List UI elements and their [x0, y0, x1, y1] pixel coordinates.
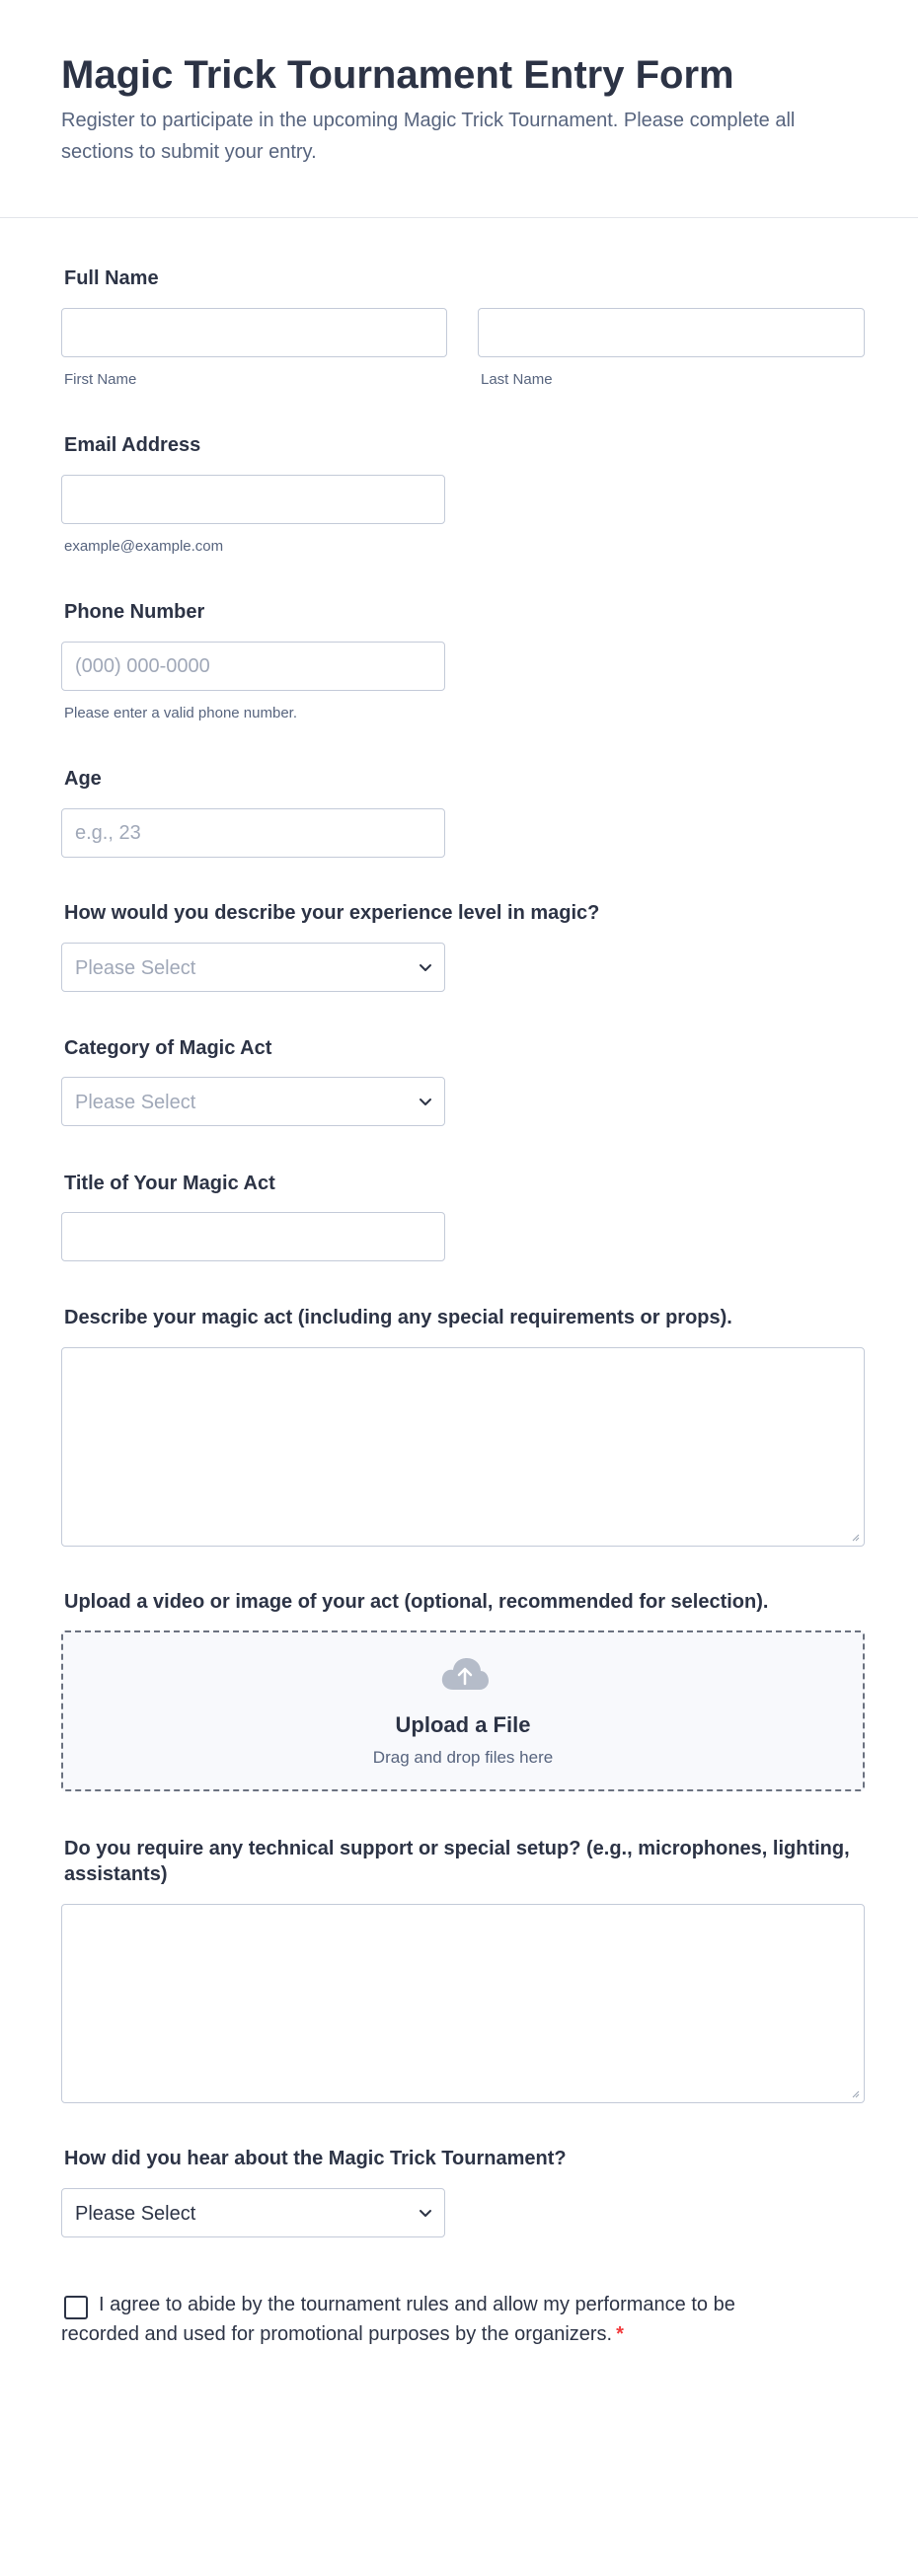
phone-label: Phone Number — [64, 601, 205, 623]
act-title-input[interactable] — [61, 1212, 445, 1261]
age-label: Age — [64, 768, 102, 790]
heard-about-select-value: Please Select — [75, 2203, 196, 2225]
category-select[interactable] — [61, 1077, 445, 1126]
file-upload-dropzone[interactable] — [61, 1630, 865, 1791]
chevron-down-icon — [419, 1095, 432, 1108]
upload-title: Upload a File — [395, 1712, 531, 1737]
tech-support-textarea[interactable] — [61, 1904, 865, 2103]
form-title: Magic Trick Tournament Entry Form — [61, 53, 734, 97]
agreement-text-block — [61, 2290, 772, 2349]
full-name-label: Full Name — [64, 267, 159, 289]
chevron-down-icon — [419, 2206, 432, 2220]
experience-label: How would you describe your experience level in magic? — [64, 902, 600, 924]
experience-select[interactable] — [61, 943, 445, 992]
email-sublabel: example@example.com — [64, 538, 224, 555]
email-input[interactable] — [61, 475, 445, 524]
form-subtitle: Register to participate in the upcoming Magic Trick Tournament. Please complete all sections to submit your entry. — [61, 110, 796, 163]
experience-select-value: Please Select — [75, 957, 196, 979]
first-name-input[interactable] — [61, 308, 447, 357]
required-marker: * — [616, 2323, 624, 2345]
phone-input[interactable] — [61, 642, 445, 691]
chevron-down-icon — [419, 960, 432, 974]
agreement-checkbox[interactable] — [64, 2296, 88, 2319]
cloud-upload-icon — [440, 1656, 490, 1692]
act-title-label: Title of Your Magic Act — [64, 1173, 275, 1194]
category-label: Category of Magic Act — [64, 1037, 272, 1059]
resize-grip-icon[interactable] — [850, 1532, 860, 1542]
heard-about-select[interactable] — [61, 2188, 445, 2237]
upload-label: Upload a video or image of your act (optional, recommended for selection). — [64, 1591, 769, 1613]
email-label: Email Address — [64, 434, 201, 456]
tech-support-label: Do you require any technical support or special setup? (e.g., microphones, lighting, assistants) — [64, 1838, 850, 1885]
first-name-sublabel: First Name — [64, 371, 137, 388]
age-input[interactable] — [61, 808, 445, 858]
heard-about-label: How did you hear about the Magic Trick Tournament? — [64, 2148, 567, 2169]
act-description-label: Describe your magic act (including any special requirements or props). — [64, 1307, 732, 1328]
form-header — [0, 0, 918, 218]
act-description-textarea[interactable] — [61, 1347, 865, 1547]
last-name-input[interactable] — [478, 308, 865, 357]
last-name-sublabel: Last Name — [481, 371, 553, 388]
phone-sublabel: Please enter a valid phone number. — [64, 705, 297, 721]
resize-grip-icon[interactable] — [850, 2088, 860, 2098]
upload-subtitle: Drag and drop files here — [372, 1748, 554, 1767]
agreement-text: I agree to abide by the tournament rules and allow my performance to be recorded and used for promotional purposes by the organizers. — [61, 2294, 735, 2345]
category-select-value: Please Select — [75, 1092, 196, 1113]
